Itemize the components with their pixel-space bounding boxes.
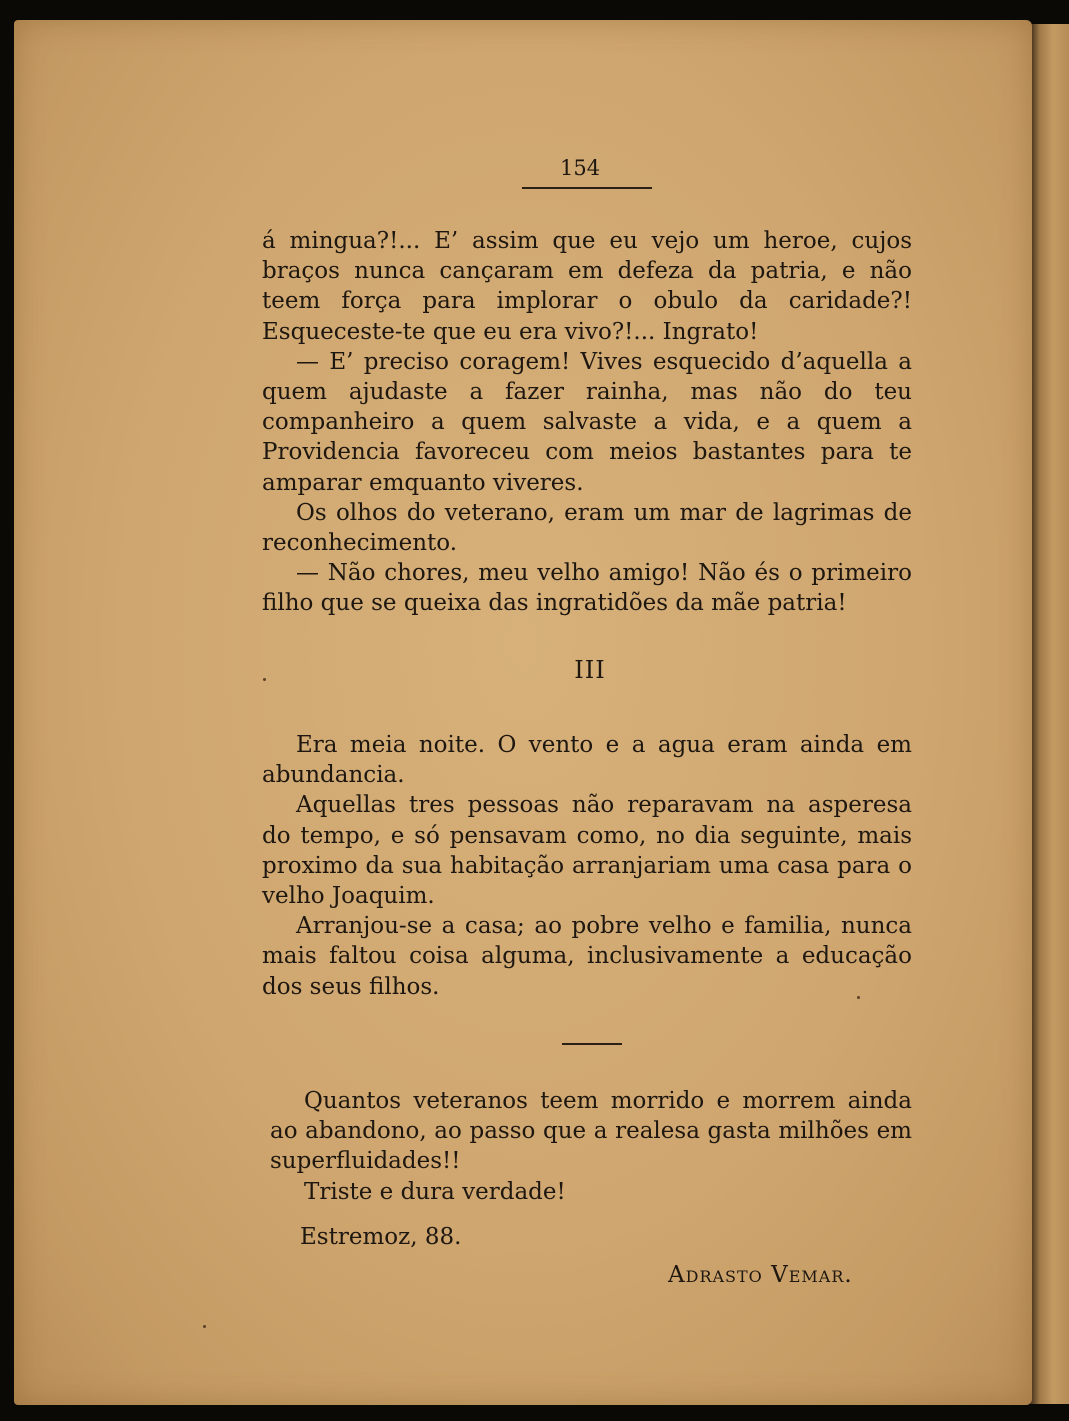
paragraph: Arranjou-se a casa; ao pobre velho e familia, nunca mais faltou coisa alguma, inclusivamente a educação dos seus filhos. (262, 913, 912, 1000)
paper-speck (263, 678, 266, 681)
section-divider (562, 1043, 622, 1045)
paragraph: — E’ preciso coragem! Vives esquecido d’aquella a quem ajudaste a fazer rainha, mas não do teu companheiro a quem salvaste a vida, e a quem a Providencia favoreceu com meios bastantes para te amparar emquanto viveres. (262, 348, 912, 496)
text-block-part1 (262, 226, 912, 619)
paragraph: Quantos veteranos teem morrido e morrem ainda ao abandono, ao passo que a realesa gasta milhões em superfluidades!! (270, 1088, 912, 1175)
paragraph: Aquellas tres pessoas não reparavam na asperesa do tempo, e só pensavam como, no dia seguinte, mais proximo da sua habitação arranjariam uma casa para o velho Joaquim. (262, 792, 912, 910)
header-rule (522, 187, 652, 189)
adjacent-page-edge (1030, 24, 1069, 1404)
paragraph: á mingua?!... E’ assim que eu vejo um heroe, cujos braços nunca cançaram em defeza da patria, e não teem força para implorar o obulo da caridade?! Esqueceste-te que eu era vivo?!... Ingrato! (262, 228, 912, 345)
paper-speck (203, 1325, 206, 1328)
paragraph: Os olhos do veterano, eram um mar de lagrimas de reconhecimento. (262, 499, 912, 557)
section-heading: III (574, 656, 606, 684)
text-block-part2 (262, 730, 912, 1002)
place-date: Estremoz, 88. (300, 1224, 462, 1250)
paragraph: Era meia noite. O vento e a agua eram ainda em abundancia. (262, 732, 912, 789)
author-signature: Adrasto Vemar. (668, 1262, 853, 1288)
paper-speck (857, 996, 860, 999)
paragraph: — Não chores, meu velho amigo! Não és o primeiro filho que se queixa das ingratidões da mãe patria! (262, 560, 912, 617)
text-block-part3 (270, 1086, 912, 1207)
page-number: 154 (560, 156, 601, 180)
paragraph: Triste e dura verdade! (304, 1178, 566, 1205)
